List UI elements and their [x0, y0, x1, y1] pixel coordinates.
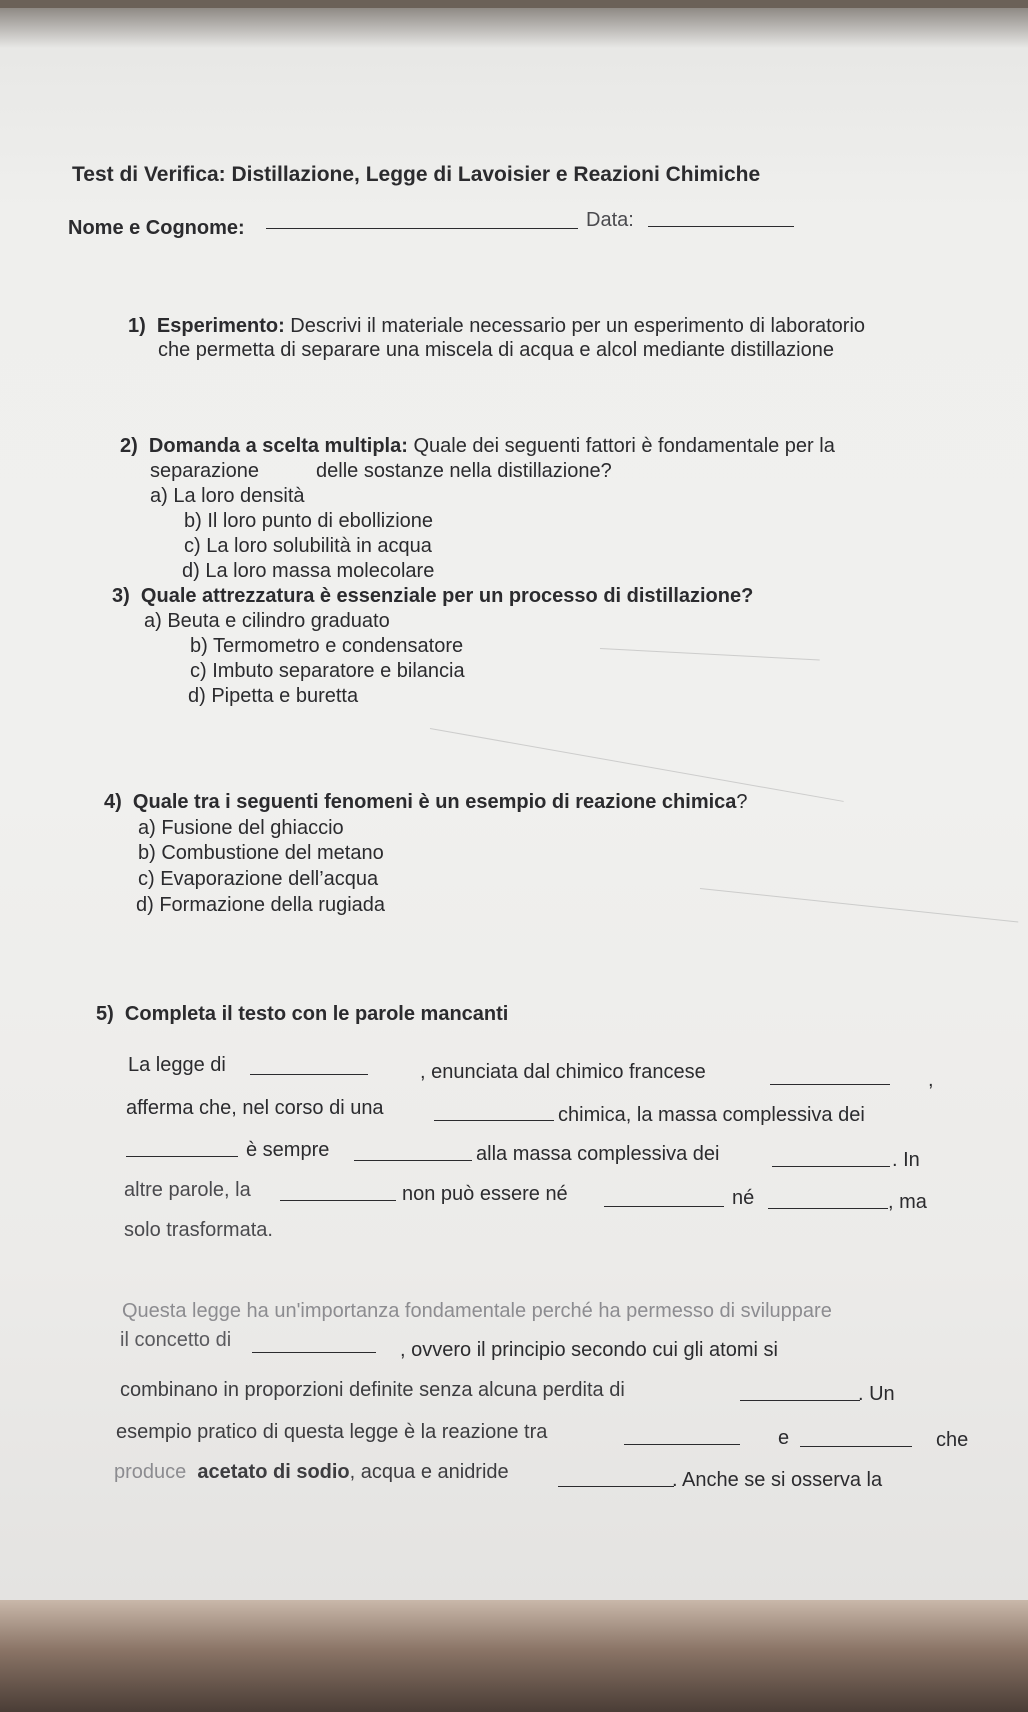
blank-14[interactable] — [558, 1486, 674, 1487]
q1-text: Descrivi il materiale necessario per un esperimento di laboratorio — [290, 315, 866, 337]
q3-option-d[interactable]: d) Pipetta e buretta — [188, 685, 359, 707]
q5-number: 5) — [96, 1003, 114, 1025]
p1-l2b: chimica, la massa complessiva dei — [558, 1104, 865, 1126]
q2-option-d[interactable]: d) La loro massa molecolare — [182, 560, 435, 582]
p1-l1b: , enunciata dal chimico francese — [420, 1061, 706, 1083]
blank-4[interactable] — [126, 1156, 238, 1157]
q2-line1 — [120, 434, 835, 458]
blank-13[interactable] — [800, 1446, 912, 1447]
q1-line2: che permetta di separare una miscela di acqua e alcol mediante distillazione — [158, 339, 834, 361]
p1-l3c: . In — [892, 1149, 920, 1171]
q3-option-b[interactable]: b) Termometro e condensatore — [190, 635, 464, 657]
paper-crease — [600, 648, 820, 661]
q5-heading: Completa il testo con le parole mancanti — [124, 1003, 509, 1025]
q4-option-d[interactable]: d) Formazione della rugiada — [136, 894, 386, 916]
p2-l4a: esempio pratico di questa legge è la reazione tra — [116, 1421, 548, 1443]
table-surface — [0, 1600, 1028, 1712]
blank-12[interactable] — [624, 1444, 740, 1445]
p2-l4b: e — [778, 1427, 790, 1449]
blank-11[interactable] — [740, 1400, 860, 1401]
p1-l1a: La legge di — [128, 1054, 226, 1076]
q3-line1 — [112, 584, 753, 608]
p2-l5a: produce — [114, 1461, 187, 1483]
blank-7[interactable] — [280, 1200, 396, 1201]
blank-8[interactable] — [604, 1206, 724, 1207]
p2-l1-text: Questa legge ha un'importanza fondamentale perché ha permesso di sviluppare — [122, 1300, 832, 1322]
blank-9[interactable] — [768, 1208, 888, 1209]
q4-line1 — [104, 790, 748, 814]
p2-l4c: che — [936, 1429, 969, 1451]
p2-l3a: combinano in proporzioni definite senza alcuna perdita di — [120, 1379, 625, 1401]
q2-line2b: delle sostanze nella distillazione? — [316, 460, 612, 482]
p2-l2b: , ovvero il principio secondo cui gli atomi si — [400, 1339, 778, 1361]
q3-heading: Quale attrezzatura è essenziale per un processo di distillazione? — [140, 585, 754, 607]
q1-heading: Esperimento: — [156, 315, 285, 337]
q4-option-c[interactable]: c) Evaporazione dell’acqua — [138, 868, 379, 890]
paper-shadow — [0, 8, 1028, 48]
q2-text: Quale dei seguenti fattori è fondamentale per la — [413, 435, 835, 457]
name-label: Nome e Cognome: — [68, 217, 245, 239]
q4-number: 4) — [104, 791, 122, 813]
q2-heading: Domanda a scelta multipla: — [148, 435, 408, 457]
p1-l2a: afferma che, nel corso di una — [126, 1097, 384, 1119]
blank-5[interactable] — [354, 1160, 472, 1161]
page-title: Test di Verifica: Distillazione, Legge di Lavoisier e Reazioni Chimiche — [72, 163, 761, 186]
q2-option-b[interactable]: b) Il loro punto di ebollizione — [184, 510, 434, 532]
q2-line2a: separazione — [150, 460, 259, 482]
blank-3[interactable] — [434, 1120, 554, 1121]
p1-l3a: è sempre — [246, 1139, 330, 1161]
q5-line1 — [96, 1002, 508, 1026]
p2-l3b: . Un — [858, 1383, 895, 1405]
blank-2[interactable] — [770, 1084, 890, 1085]
q4-heading: Quale tra i seguenti fenomeni è un esempio di reazione chimica — [132, 791, 737, 813]
q4-option-b[interactable]: b) Combustione del metano — [138, 842, 384, 864]
p1-l5: solo trasformata. — [124, 1219, 273, 1241]
q3-option-c[interactable]: c) Imbuto separatore e bilancia — [190, 660, 465, 682]
p1-l4d: , ma — [888, 1191, 927, 1213]
p2-l1 — [122, 1299, 832, 1323]
q3-number: 3) — [112, 585, 130, 607]
q2-option-a[interactable]: a) La loro densità — [150, 485, 305, 507]
p1-l4a: altre parole, la — [124, 1179, 251, 1201]
q1-line1 — [128, 314, 865, 338]
blank-1[interactable] — [250, 1074, 368, 1075]
p2-l5d: . Anche se si osserva la — [672, 1469, 883, 1491]
paper-crease — [700, 888, 1018, 922]
p2-l5 — [114, 1460, 509, 1484]
worksheet-paper — [0, 8, 1028, 1680]
date-label: Data: — [586, 209, 634, 231]
p2-l2a: il concetto di — [120, 1329, 232, 1351]
p1-l3b: alla massa complessiva dei — [476, 1143, 720, 1165]
q4-option-a[interactable]: a) Fusione del ghiaccio — [138, 817, 344, 839]
q2-option-c[interactable]: c) La loro solubilità in acqua — [184, 535, 432, 557]
p1-l4c: né — [732, 1187, 755, 1209]
q1-number: 1) — [128, 315, 146, 337]
blank-10[interactable] — [252, 1352, 376, 1353]
blank-6[interactable] — [772, 1166, 890, 1167]
p2-l5c: , acqua e anidride — [349, 1461, 509, 1483]
q4-qmark: ? — [736, 791, 748, 813]
q2-number: 2) — [120, 435, 138, 457]
p1-l1c: , — [928, 1069, 934, 1091]
q3-option-a[interactable]: a) Beuta e cilindro graduato — [144, 610, 390, 632]
p2-l5b: acetato di sodio — [197, 1461, 350, 1483]
p1-l4b: non può essere né — [402, 1183, 568, 1205]
name-field[interactable] — [266, 228, 578, 229]
date-field[interactable] — [648, 226, 794, 227]
